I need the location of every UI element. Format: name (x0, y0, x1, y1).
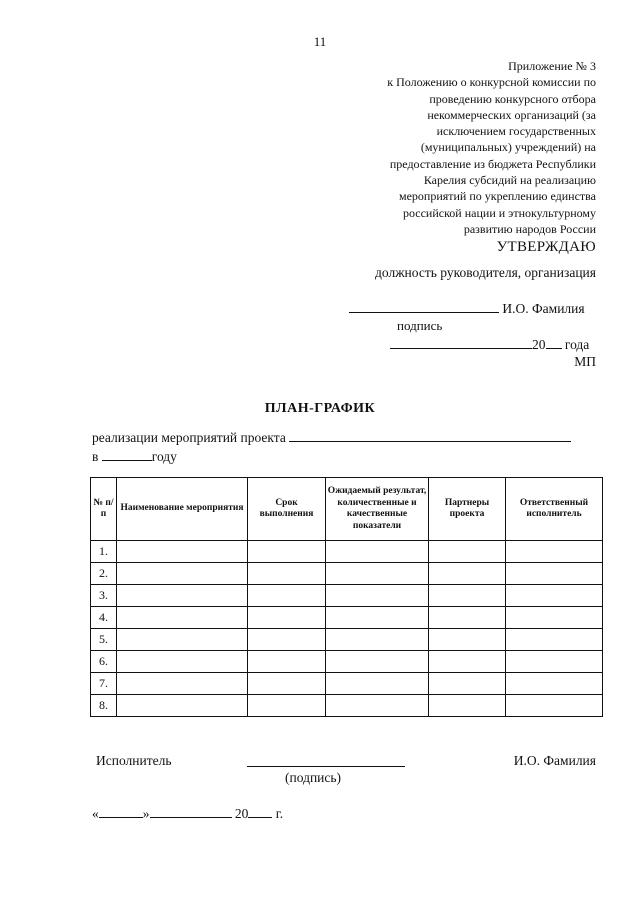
approval-signature-name: И.О. Фамилия (502, 301, 585, 316)
table-cell (506, 629, 603, 651)
header-deadline: Срок выполнения (248, 478, 326, 541)
table-row (91, 585, 603, 607)
date-close-quote: » (142, 806, 150, 821)
footer-year-prefix: 20 (234, 806, 249, 821)
approval-year-suffix: года (564, 337, 590, 352)
table-cell (117, 651, 248, 673)
executor-signature-caption: (подпись) (285, 770, 342, 785)
table-cell (248, 607, 326, 629)
date-blank (390, 336, 532, 349)
header-responsible: Ответственный исполнитель (506, 478, 603, 541)
table-cell (326, 585, 429, 607)
year-blank (546, 336, 562, 349)
date-open-quote: « (92, 806, 99, 821)
year-prefix: в (92, 449, 99, 464)
approval-signature-caption: подпись (397, 318, 443, 333)
table-cell (117, 695, 248, 717)
executor-label: Исполнитель (96, 753, 172, 768)
appendix-line: Карелия субсидий на реализацию (423, 173, 596, 188)
table-cell (117, 563, 248, 585)
table-cell (248, 673, 326, 695)
table-cell (429, 695, 506, 717)
footer-year-suffix: г. (275, 806, 284, 821)
approval-title: УТВЕРЖДАЮ (496, 239, 596, 255)
table-cell (506, 541, 603, 563)
approval-position: должность руководителя, организация (375, 265, 596, 280)
table-row (91, 629, 603, 651)
appendix-line: исключением государственных (436, 124, 596, 139)
table-cell (506, 585, 603, 607)
table-cell (506, 607, 603, 629)
table-cell (506, 563, 603, 585)
table-cell (248, 651, 326, 673)
table-cell (326, 629, 429, 651)
appendix-line: проведению конкурсного отбора (429, 91, 596, 106)
table-cell (248, 541, 326, 563)
table-cell (429, 651, 506, 673)
table-cell (429, 629, 506, 651)
table-cell (117, 673, 248, 695)
table-cell (117, 585, 248, 607)
header-event-name: Наименование мероприятия (117, 478, 248, 541)
table-cell (326, 695, 429, 717)
year-blank (102, 448, 152, 461)
executor-name: И.О. Фамилия (513, 753, 596, 768)
year-suffix: году (151, 449, 177, 464)
table-cell (117, 541, 248, 563)
table-row (91, 651, 603, 673)
table-cell (506, 695, 603, 717)
approval-signature-line (349, 300, 585, 317)
table-cell (117, 629, 248, 651)
approval-date-line (390, 336, 589, 353)
header-partners: Партнеры проекта (429, 478, 506, 541)
project-blank (289, 429, 571, 442)
appendix-line: российской нации и этнокультурному (402, 205, 596, 220)
stamp-label: МП (574, 354, 596, 369)
appendix-line: некоммерческих организаций (за (427, 107, 596, 122)
page-number: 11 (313, 34, 327, 49)
table-row (91, 695, 603, 717)
table-row (91, 541, 603, 563)
row-number: 7. (91, 673, 117, 695)
table-cell (248, 563, 326, 585)
approval-year-prefix: 20 (532, 337, 546, 352)
table-cell (248, 629, 326, 651)
month-blank (150, 805, 232, 818)
table-cell (326, 541, 429, 563)
row-number: 2. (91, 563, 117, 585)
table-cell (117, 607, 248, 629)
row-number: 1. (91, 541, 117, 563)
project-line (92, 429, 571, 446)
appendix-line: развитию народов России (463, 221, 596, 236)
signature-blank (349, 300, 499, 313)
day-blank (99, 805, 143, 818)
table-cell (326, 673, 429, 695)
table-cell (326, 563, 429, 585)
header-expected-result: Ожидаемый результат, количественные и качественные показатели (326, 478, 429, 541)
plan-table (90, 477, 603, 717)
appendix-line: Приложение № 3 (508, 59, 596, 73)
row-number: 8. (91, 695, 117, 717)
table-cell (429, 585, 506, 607)
appendix-line: предоставление из бюджета Республики (389, 156, 596, 171)
row-number: 5. (91, 629, 117, 651)
appendix-line: (муниципальных) учреждений) на (420, 140, 596, 155)
table-cell (429, 541, 506, 563)
year-line (92, 448, 177, 465)
table-header-row (91, 478, 603, 541)
document-title: ПЛАН-ГРАФИК (264, 401, 376, 416)
table-cell (326, 651, 429, 673)
table-cell (326, 607, 429, 629)
header-number: № п/п (91, 478, 117, 541)
appendix-line: мероприятий по укреплению единства (398, 189, 596, 204)
row-number: 6. (91, 651, 117, 673)
footer-date-line (92, 805, 283, 822)
table-row (91, 607, 603, 629)
table-row (91, 563, 603, 585)
table-cell (506, 651, 603, 673)
footer-year-blank (248, 805, 272, 818)
row-number: 3. (91, 585, 117, 607)
table-cell (429, 607, 506, 629)
table-cell (429, 673, 506, 695)
project-label: реализации мероприятий проекта (92, 430, 286, 445)
appendix-note (336, 58, 596, 237)
appendix-line: к Положению о конкурсной комиссии по (387, 75, 596, 90)
table-cell (506, 673, 603, 695)
table-cell (429, 563, 506, 585)
table-row (91, 673, 603, 695)
table-cell (248, 585, 326, 607)
row-number: 4. (91, 607, 117, 629)
table-cell (248, 695, 326, 717)
executor-signature-blank (247, 766, 405, 767)
